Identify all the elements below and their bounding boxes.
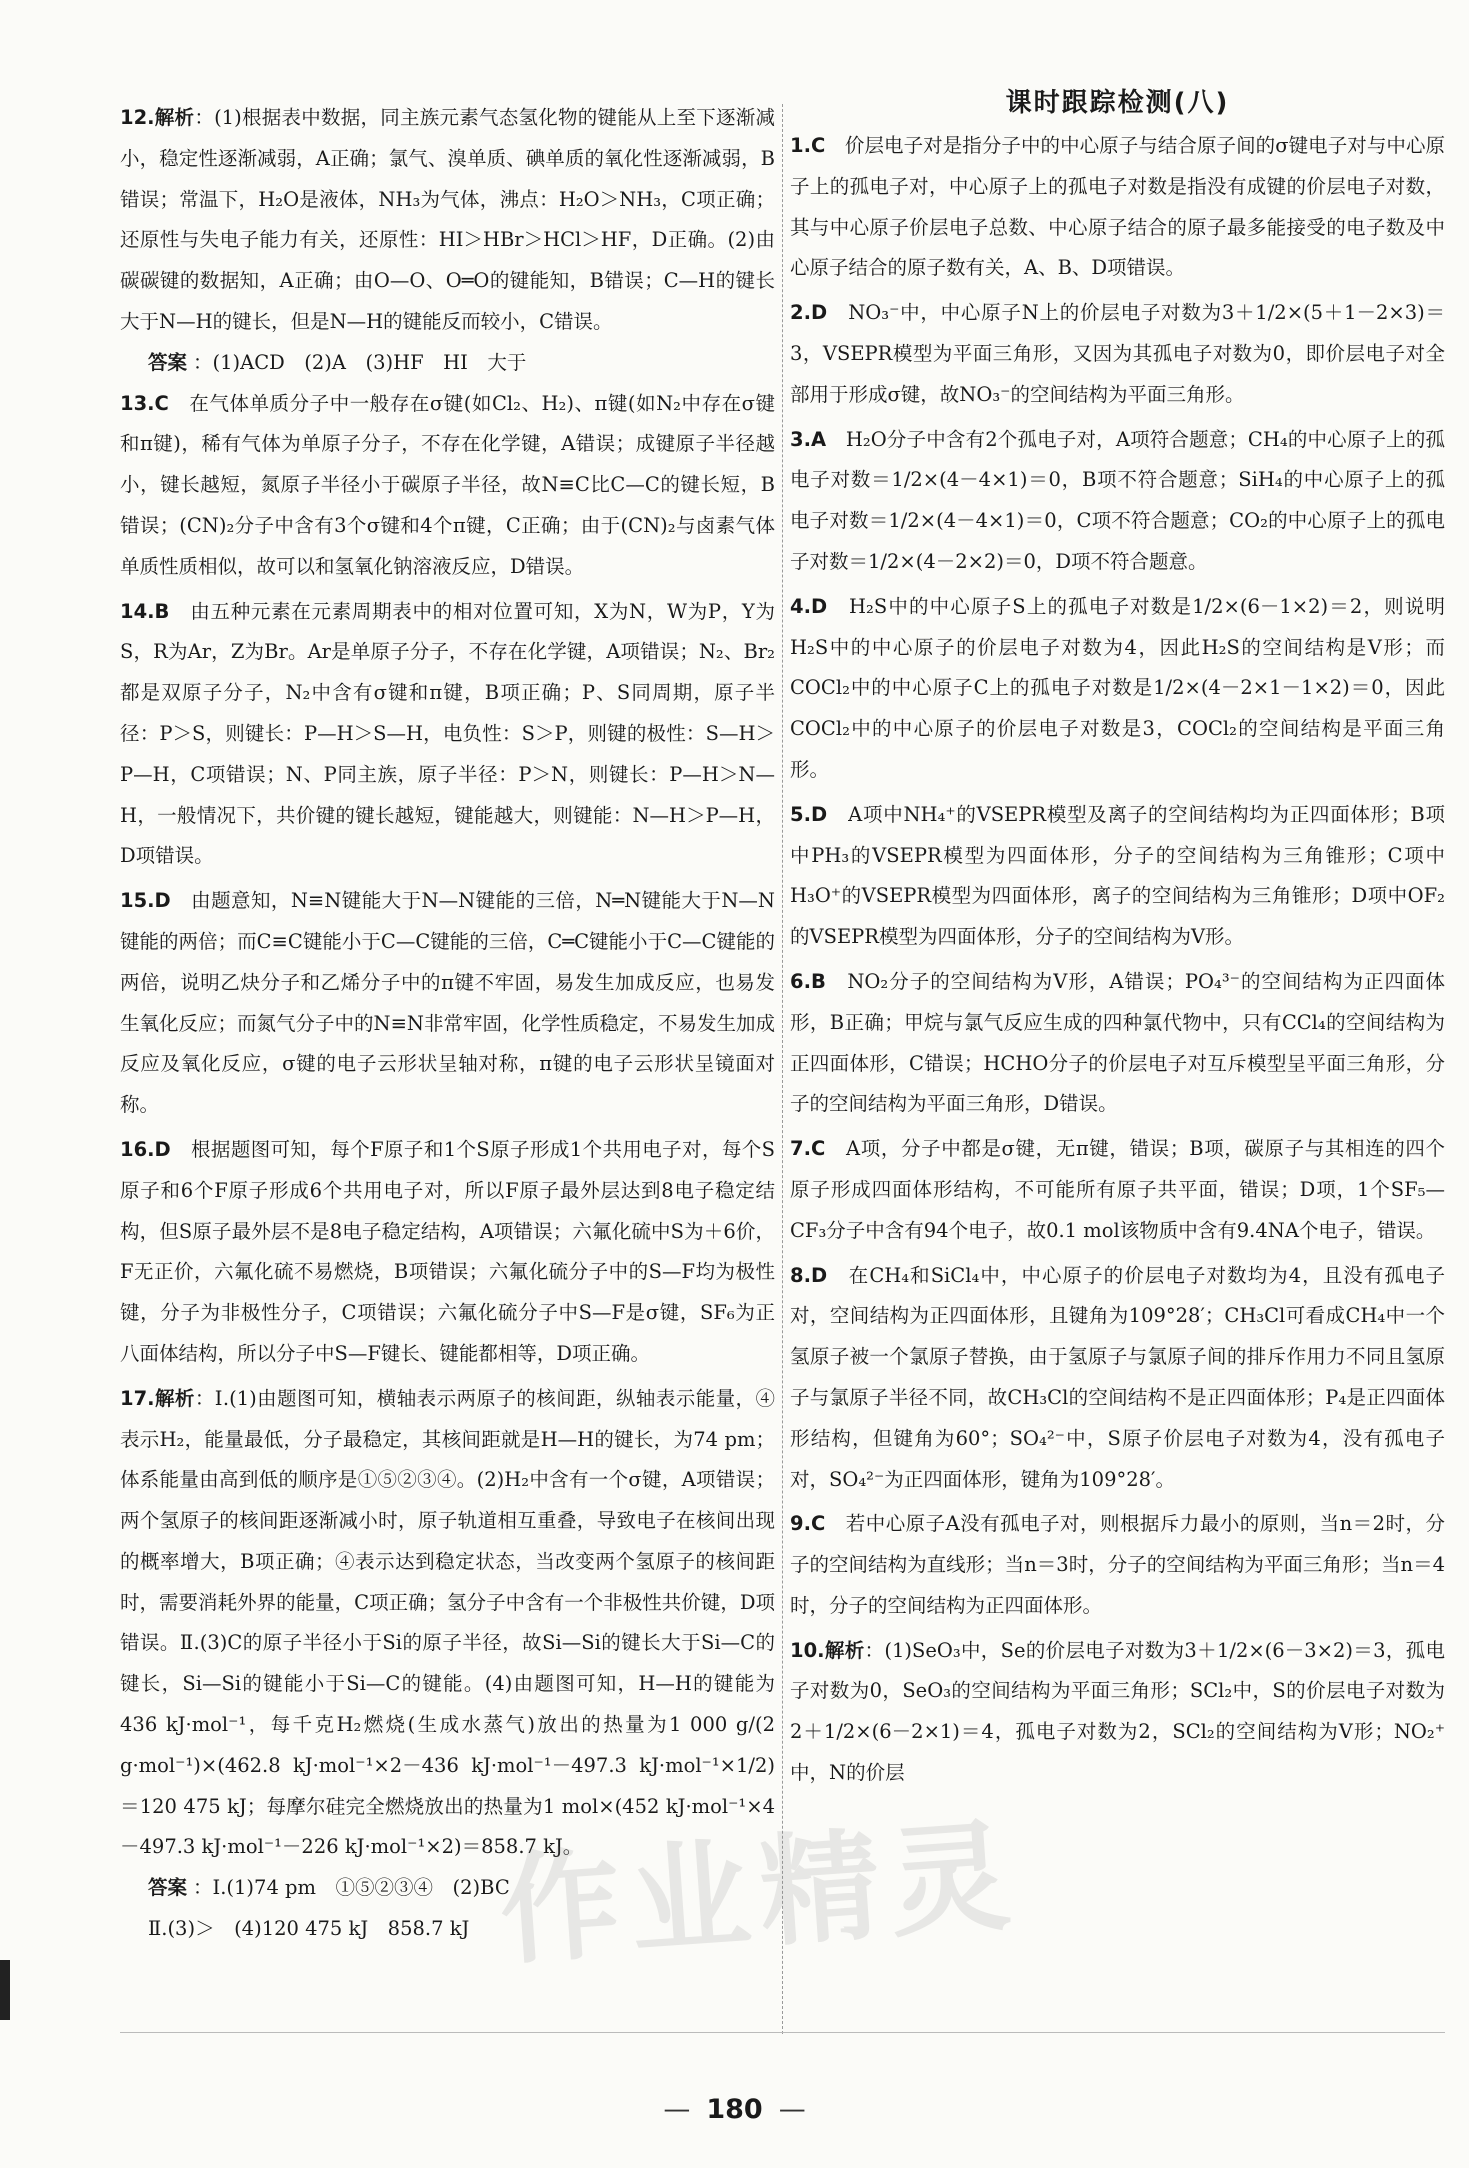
- analysis-label: 解析: [154, 106, 195, 129]
- question-number: 17.: [120, 1386, 155, 1410]
- analysis-text: 在CH₄和SiCl₄中，中心原子的价层电子对数均为4，且没有孤电子对，空间结构为正四面体形，且键角为109°28′；CH₃Cl可看成CH₄中一个氢原子被一个氯原子替换，由于氢原子与氯原子间的排斥作用力不同且氢原子与氯原子半径不同，故CH₃Cl的空间结构不是正四面体形；P₄是正四面体形结构，但键角为60°；SO₄²⁻中，S原子价层电子对数为4，没有孤电子对，SO₄²⁻为正四面体形，键角为109°28′。: [790, 1263, 1445, 1491]
- question-9: [790, 1504, 1445, 1626]
- question-16: [120, 1130, 775, 1375]
- analysis-text: H₂O分子中含有2个孤电子对，A项符合题意；CH₄的中心原子上的孤电子对数＝1/2×(4－4×1)＝0，B项不符合题意；SiH₄的中心原子上的孤电子对数＝1/2×(4－4×1)＝0，C项不符合题意；CO₂的中心原子上的孤电子对数＝1/2×(4－2×2)＝0，D项不符合题意。: [790, 427, 1445, 573]
- answer-12: [120, 343, 775, 384]
- question-number: 2.D: [790, 301, 828, 325]
- answer-text: Ⅱ.(3)＞ (4)120 475 kJ 858.7 kJ: [148, 1917, 470, 1941]
- footer-dash-right: —: [778, 2094, 806, 2125]
- question-4: [790, 587, 1445, 791]
- page-number: 180: [706, 2094, 763, 2125]
- answer-text: ：(1)ACD (2)A (3)HF HI 大于: [193, 350, 527, 374]
- answer-text: ：Ⅰ.(1)74 pm ①⑤②③④ (2)BC: [193, 1876, 510, 1900]
- question-7: [790, 1129, 1445, 1251]
- question-2: [790, 293, 1445, 415]
- question-number: 10.: [790, 1638, 825, 1662]
- question-14: [120, 592, 775, 878]
- watermark-logo: 作业精灵: [495, 1807, 1025, 1982]
- footer-dash-left: —: [663, 2094, 691, 2125]
- question-number: 6.B: [790, 969, 826, 993]
- question-number: 9.C: [790, 1512, 826, 1536]
- answer-17: [120, 1868, 775, 1909]
- question-number: 1.C: [790, 134, 826, 157]
- column-divider: [782, 104, 783, 2034]
- question-number: 14.B: [120, 599, 170, 623]
- question-13: [120, 384, 775, 588]
- question-number: 13.C: [120, 391, 169, 415]
- analysis-text: ：Ⅰ.(1)由题图可知，横轴表示两原子的核间距，纵轴表示能量，④表示H₂，能量最低，分子最稳定，其核间距就是H—H的键长，为74 pm；体系能量由高到低的顺序是①⑤②③④。(2)H₂中含有一个σ键，A项错误；两个氢原子的核间距逐渐减小时，原子轨道相互重叠，导致电子在核间出现的概率增大，B项正确；④表示达到稳定状态，当改变两个氢原子的核间距时，需要消耗外界的能量，C项正确；氢分子中含有一个非极性共价键，D项错误。Ⅱ.(3)C的原子半径小于Si的原子半径，故Si—Si的键长大于Si—C的键长，Si—Si的键能小于Si—C的键能。(4)由题图可知，H—H的键能为436 kJ·mol⁻¹，每千克H₂燃烧(生成水蒸气)放出的热量为1 000 g/(2 g·mol⁻¹)×(462.8 kJ·mol⁻¹×2－436 kJ·mol⁻¹－497.3 kJ·mol⁻¹×1/2)＝120 475 kJ；每摩尔硅完全燃烧放出的热量为1 mol×(452 kJ·mol⁻¹×4－497.3 kJ·mol⁻¹－226 kJ·mol⁻¹×2)＝858.7 kJ。: [120, 1386, 775, 1859]
- analysis-text: 根据题图可知，每个F原子和1个S原子形成1个共用电子对，每个S原子和6个F原子形成6个共用电子对，所以F原子最外层达到8电子稳定结构，但S原子最外层不是8电子稳定结构，A项错误；六氟化硫中S为＋6价，F无正价，六氟化硫不易燃烧，B项错误；六氟化硫分子中的S—F均为极性键，分子为非极性分子，C项错误；六氟化硫分子中S—F是σ键，SF₆为正八面体结构，所以分子中S—F键长、键能都相等，D项正确。: [120, 1137, 775, 1365]
- section-heading: 课时跟踪检测(八): [1005, 88, 1230, 118]
- left-column: [120, 98, 775, 1950]
- page-footer: [0, 2094, 1469, 2125]
- analysis-text: NO₂分子的空间结构为V形，A错误；PO₄³⁻的空间结构为正四面体形，B正确；甲烷与氯气反应生成的四种氯代物中，只有CCl₄的空间结构为正四面体形，C错误；HCHO分子的价层电子对互斥模型呈平面三角形，分子的空间结构为平面三角形，D错误。: [790, 969, 1445, 1116]
- analysis-text: H₂S中的中心原子S上的孤电子对数是1/2×(6－1×2)＝2，则说明H₂S中的中心原子的价层电子对数为4，因此H₂S的空间结构是V形；而COCl₂中的中心原子C上的孤电子对数是1/2×(4－2×1－1×2)＝0，因此COCl₂中的中心原子的价层电子对数是3，COCl₂的空间结构是平面三角形。: [790, 594, 1445, 781]
- analysis-label: 解析: [154, 1386, 195, 1410]
- question-15: [120, 881, 775, 1126]
- answer-label: 答案: [148, 1876, 188, 1900]
- question-5: [790, 795, 1445, 958]
- question-10: [790, 1631, 1445, 1794]
- answer-label: 答案: [148, 350, 188, 374]
- question-number: 12.: [120, 106, 155, 129]
- question-number: 8.D: [790, 1263, 828, 1287]
- analysis-text: ：(1)SeO₃中，Se的价层电子对数为3＋1/2×(6－3×2)＝3，孤电子对数为0，SeO₃的空间结构为平面三角形；SCl₂中，S的价层电子对数为2＋1/2×(6－2×1)＝4，孤电子对数为2，SCl₂的空间结构为V形；NO₂⁺中，N的价层: [790, 1638, 1445, 1785]
- question-number: 7.C: [790, 1137, 826, 1161]
- right-column: [790, 88, 1445, 1794]
- question-8: [790, 1256, 1445, 1501]
- question-3: [790, 420, 1445, 583]
- question-number: 15.D: [120, 889, 171, 913]
- analysis-text: A项，分子中都是σ键，无π键，错误；B项，碳原子与其相连的四个原子形成四面体形结构，不可能所有原子共平面，错误；D项，1个SF₅—CF₃分子中含有94个电子，故0.1 mol该物质中含有9.4NA个电子，错误。: [790, 1137, 1445, 1242]
- analysis-text: ：(1)根据表中数据，同主族元素气态氢化物的键能从上至下逐渐减小，稳定性逐渐减弱，A正确；氯气、溴单质、碘单质的氧化性逐渐减弱，B错误；常温下，H₂O是液体，NH₃为气体，沸点：H₂O＞NH₃，C项正确；还原性与失电子能力有关，还原性：HI＞HBr＞HCl＞HF，D正确。(2)由碳碳键的数据知，A正确；由O—O、O═O的键能知，B错误；C—H的键长大于N—H的键长，但是N—H的键能反而较小，C错误。: [120, 106, 775, 333]
- analysis-text: NO₃⁻中，中心原子N上的价层电子对数为3＋1/2×(5＋1－2×3)＝3，VSEPR模型为平面三角形，又因为其孤电子对数为0，即价层电子对全部用于形成σ键，故NO₃⁻的空间结构为平面三角形。: [790, 301, 1445, 406]
- analysis-text: 在气体单质分子中一般存在σ键(如Cl₂、H₂)、π键(如N₂中存在σ键和π键)，稀有气体为单原子分子，不存在化学键，A错误；成键原子半径越小，键长越短，氮原子半径小于碳原子半径，故N≡C比C—C的键长短，B错误；(CN)₂分子中含有3个σ键和4个π键，C正确；由于(CN)₂与卤素气体单质性质相似，故可以和氢氧化钠溶液反应，D错误。: [120, 391, 775, 578]
- question-number: 3.A: [790, 427, 827, 451]
- question-17: [120, 1379, 775, 1869]
- analysis-text: 价层电子对是指分子中的中心原子与结合原子间的σ键电子对与中心原子上的孤电子对，中心原子上的孤电子对数是指没有成键的价层电子对数，其与中心原子价层电子总数、中心原子结合的原子最多能接受的电子数及中心原子结合的原子数有关，A、B、D项错误。: [790, 134, 1445, 280]
- analysis-text: 若中心原子A没有孤电子对，则根据斥力最小的原则，当n＝2时，分子的空间结构为直线形；当n＝3时，分子的空间结构为平面三角形；当n＝4时，分子的空间结构为正四面体形。: [790, 1512, 1445, 1617]
- question-number: 4.D: [790, 594, 828, 618]
- analysis-text: 由题意知，N≡N键能大于N—N键能的三倍，N═N键能大于N—N键能的两倍；而C≡C键能小于C—C键能的三倍，C═C键能小于C—C键能的两倍，说明乙炔分子和乙烯分子中的π键不牢固，易发生加成反应，也易发生氧化反应；而氮气分子中的N≡N非常牢固，化学性质稳定，不易发生加成反应及氧化反应，σ键的电子云形状呈轴对称，π键的电子云形状呈镜面对称。: [120, 889, 775, 1117]
- analysis-label: 解析: [824, 1638, 865, 1662]
- analysis-text: A项中NH₄⁺的VSEPR模型及离子的空间结构均为正四面体形；B项中PH₃的VSEPR模型为四面体形，分子的空间结构为三角锥形；C项中H₃O⁺的VSEPR模型为四面体形，离子的空间结构为三角锥形；D项中OF₂的VSEPR模型为四面体形，分子的空间结构为V形。: [790, 802, 1445, 949]
- edge-marker: [0, 1960, 10, 2020]
- question-number: 16.D: [120, 1137, 171, 1161]
- bottom-rule: [120, 2032, 1445, 2033]
- question-1: [790, 126, 1445, 289]
- answer-17-part2: [120, 1909, 775, 1950]
- question-12: [120, 98, 775, 343]
- question-6: [790, 962, 1445, 1125]
- analysis-text: 由五种元素在元素周期表中的相对位置可知，X为N，W为P，Y为S，R为Ar，Z为Br。Ar是单原子分子，不存在化学键，A项错误；N₂、Br₂都是双原子分子，N₂中含有σ键和π键，B项正确；P、S同周期，原子半径：P＞S，则键长：P—H＞S—H，电负性：S＞P，则键的极性：S—H＞P—H，C项错误；N、P同主族，原子半径：P＞N，则键长：P—H＞N—H，一般情况下，共价键的键长越短，键能越大，则键能：N—H＞P—H，D项错误。: [120, 599, 775, 868]
- question-number: 5.D: [790, 802, 828, 826]
